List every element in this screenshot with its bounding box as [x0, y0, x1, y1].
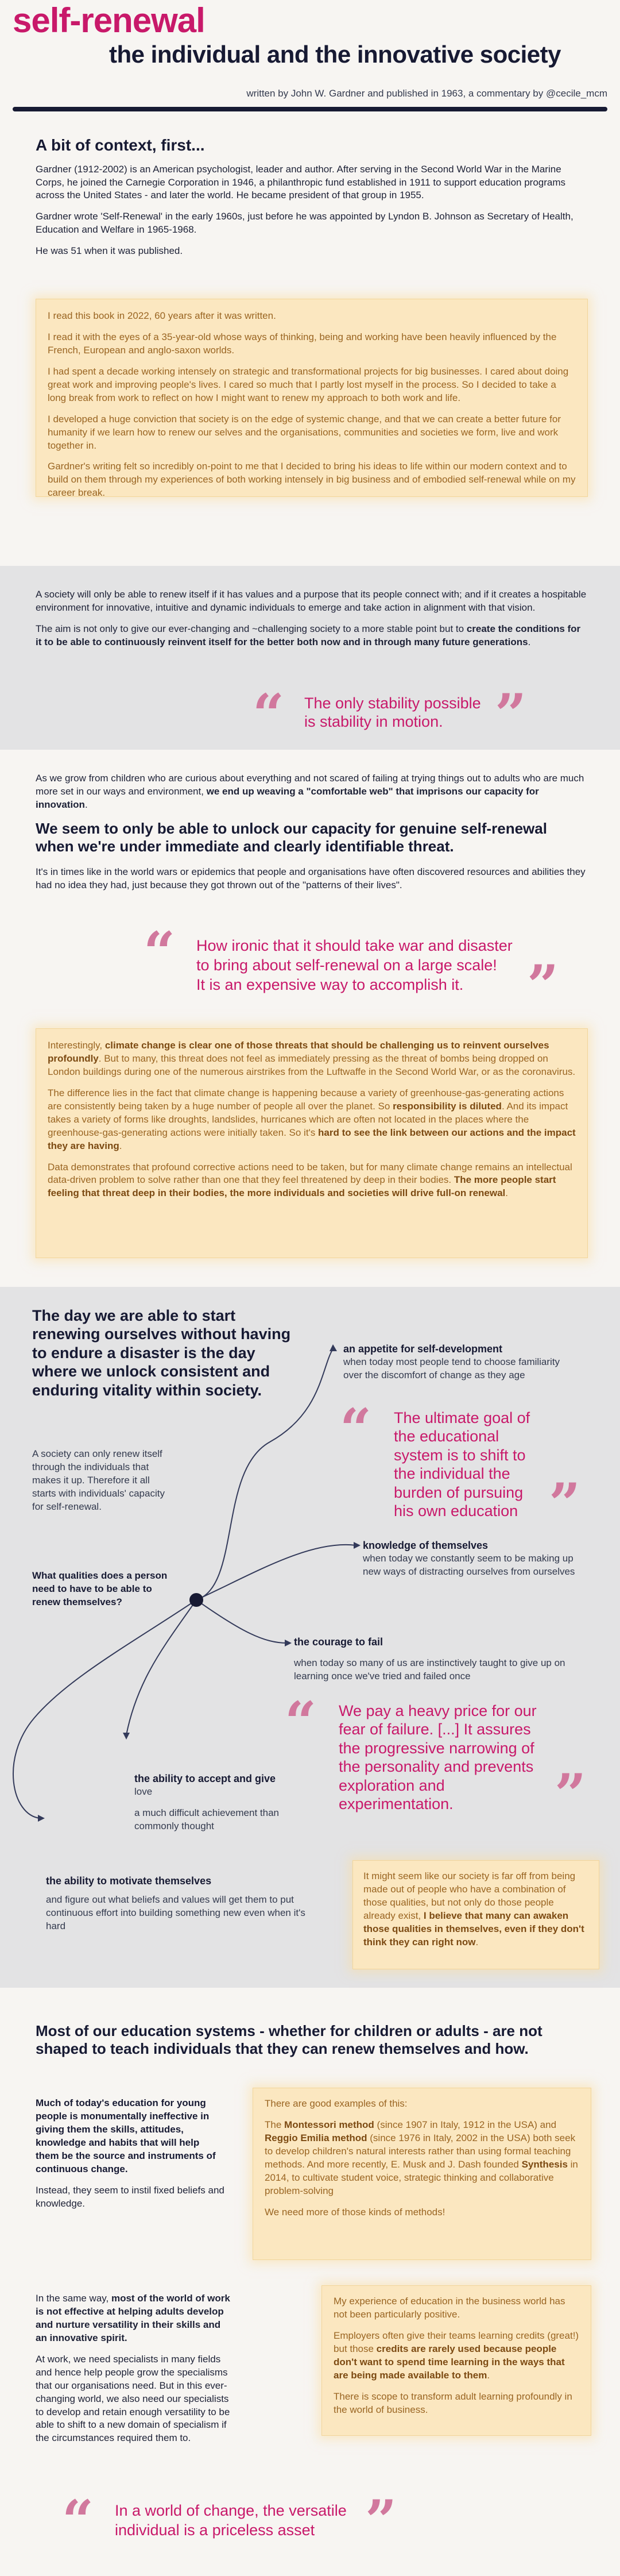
quality-item [343, 1342, 573, 1382]
experience-paragraph: Employers often give their teams learning credits (great!) but those credits are rarely used because people don't want to spend time learning in the ways that are being made available to them. [334, 2330, 579, 2381]
open-quote-icon: “ [253, 682, 285, 747]
work-experience-box [321, 2285, 591, 2436]
education-heading: Most of our education systems - whether for children or adults - are not shaped to teach individuals that they can renew themselves and how. [36, 2022, 542, 2058]
quality-desc: when today so many of us are instinctively taught to give up on learning once we've tried and failed once [294, 1657, 565, 1682]
quote-line: How ironic that it should take war and disaster [196, 937, 513, 954]
close-quote-icon: ” [549, 1471, 581, 1536]
examples-paragraph: There are good examples of this: [265, 2098, 408, 2109]
final-quote [115, 2501, 347, 2540]
close-quote-icon: ” [365, 2488, 397, 2553]
mindmap-intro: A society can only renew itself through the individuals that makes it up. Therefore it all starts with individuals' capacity for self-renewal. [32, 1448, 165, 1512]
education-quote: The ultimate goal of the educational system is to shift to the individual the burden of pursuing his own education [394, 1409, 530, 1520]
quality-title: the ability to accept and give [134, 1773, 276, 1784]
page-title: self-renewal [13, 1, 205, 40]
note-paragraph: I had spent a decade working intensely on strategic and transformational projects for big businesses. I cared about doing great work and improving people's lives. I cared so much that I partly lost myself in the process. So I decided to take a long break from work to reflect on how I might want to renew my approach to both work and life. [48, 365, 569, 403]
quality-title: an appetite for self-development [343, 1343, 503, 1355]
context-paragraph: He was 51 when it was published. [36, 245, 183, 257]
work-paragraph: In the same way, most of the world of work is not effective at helping adults develop and nurture versatility in their skills and an innovative spirit. [36, 2293, 230, 2343]
open-quote-icon: “ [144, 920, 176, 985]
quality-desc: when today most people tend to choose familiarity over the discomfort of change as they age [343, 1356, 560, 1381]
education-paragraph: Much of today's education for young people is monumentally ineffective in giving them the skills, attitudes, knowledge and habits that will help them be the source and instruments of continuous change. [36, 2097, 216, 2174]
context-paragraph: Gardner wrote 'Self-Renewal' in the early 1960s, just before he was appointed by Lyndon B. Johnson as Secretary of Health, Education and Welfare in 1965-1968. [36, 211, 574, 236]
comfort-heading: We seem to only be able to unlock our capacity for genuine self-renewal when we're under immediate and clearly identifiable threat. [36, 819, 547, 855]
work-left [36, 2292, 231, 2453]
quality-title: the ability to motivate themselves [46, 1875, 212, 1887]
failure-quote: We pay a heavy price for our fear of failure. [...] It assures the progressive narrowing of the personality and prevents exploration and experimentation. [339, 1702, 537, 1813]
education-section [36, 2022, 587, 2058]
quote-line: It is an expensive way to accomplish it. [196, 975, 464, 993]
society-paragraph: The aim is not only to give our ever-changing and ~challenging society to a more stable point but to create the conditions for it to be able to continuously reinvent itself for the better both now and in through many future generations. [36, 623, 581, 647]
quality-item [363, 1538, 592, 1579]
note-paragraph: I developed a huge conviction that society is on the edge of systemic change, and that we can create a better future for humanity if we learn how to renew our selves and the organisations, communities and societies we form, live and work together in. [48, 413, 561, 451]
comfort-section [36, 772, 587, 900]
close-quote-icon: ” [527, 953, 559, 1018]
climate-paragraph: The difference lies in the fact that climate change is happening because a variety of greenhouse-gas-generating actions are consistently being taken by a huge number of people all over the planet. So responsibility is diluted. And its impact takes a variety of forms like droughts, landslides, hurricanes which are often not located in the places where the greenhouse-gas-generating actions were initially taken. So it's hard to see the link between our actions and the impact they are having. [48, 1087, 576, 1151]
climate-box [36, 1028, 588, 1258]
quote-line: In a world of change, the versatile [115, 2502, 347, 2519]
examples-paragraph: We need more of those kinds of methods! [265, 2206, 445, 2218]
society-quote [304, 694, 481, 731]
note-paragraph: I read it with the eyes of a 35-year-old whose ways of thinking, being and working have been heavily influenced by the French, European and anglo-saxon worlds. [48, 331, 557, 356]
personal-note-box [36, 299, 588, 497]
belief-paragraph: It might seem like our society is far off from being made out of people who have a combination of those qualities, but not only do those people already exist, I believe that many can awaken those qualities in themselves, even if they don't think they can right now. [363, 1871, 584, 1948]
examples-paragraph: The Montessori method (since 1907 in Italy, 1912 in the USA) and Reggio Emilia method (since 1976 in Italy, 2002 in the USA) both seek to develop children's natural interests rather than using formal teaching methods. And more recently, E. Musk and J. Dash founded Synthesis in 2014, to cultivate student voice, strategic thinking and collaborative problem-solving [265, 2119, 578, 2196]
open-quote-icon: “ [62, 2488, 94, 2553]
experience-paragraph: My experience of education in the business world has not been particularly positive. [334, 2296, 565, 2320]
open-quote-icon: “ [285, 1690, 317, 1754]
climate-paragraph: Data demonstrates that profound corrective actions need to be taken, but for many climate change remains an intellectual data-driven problem to solve rather than one that they feel threatened by deep in their bodies. The more people start feeling that threat deep in their bodies, the more individuals and societies will drive full-on renewal. [48, 1161, 572, 1199]
byline: written by John W. Gardner and published in 1963, a commentary by @cecile_mcm [246, 88, 607, 99]
quality-desc: when today we constantly seem to be making up new ways of distracting ourselves from ourselves [363, 1553, 575, 1578]
quote-line: to bring about self-renewal on a large scale! [196, 956, 497, 974]
quality-title: knowledge of themselves [363, 1540, 489, 1551]
society-paragraph: A society will only be able to renew itself if it has values and a purpose that its people connect with; and if it creates a hospitable environment for innovative, intuitive and dynamic individuals to emerge and take action in alignment with that vision. [36, 589, 587, 613]
context-paragraph: Gardner (1912-2002) is an American psychologist, leader and author. After serving in the Second World War in the Marine Corps, he joined the Carnegie Corporation in 1946, a philanthropic fund established in 1911 to support education programs across the United States - and later the world. He became president of that group in 1955. [36, 163, 566, 201]
context-heading: A bit of context, first... [36, 136, 205, 154]
quality-item [294, 1635, 592, 1683]
page-subtitle: the individual and the innovative society [109, 41, 561, 68]
belief-box [352, 1860, 599, 1969]
society-text [36, 588, 587, 657]
quality-item [134, 1772, 307, 1833]
open-quote-icon: “ [340, 1397, 372, 1461]
comfort-paragraph: As we grow from children who are curious about everything and not scared of failing at trying things out to adults who are much more set in our ways and environment, we end up weaving a "comfortable web" that imprisons our capacity for innovation. [36, 773, 584, 810]
comfort-paragraph: It's in times like in the world wars or epidemics that people and organisations have often discovered resources and abilities they had no idea they had, just because they got thrown out of the "patterns of their lives". [36, 866, 586, 891]
quality-desc: a much difficult achievement than commonly thought [134, 1807, 279, 1832]
climate-paragraph: Interestingly, climate change is clear one of those threats that should be challenging us to reinvent ourselves profoundly. But to many, this threat does not feel as immediately pressing as the threat of bombs being dropped on London buildings during one of the numerous airstrikes from the Luftwaffe in the Second World War, or as the coronavirus. [48, 1040, 576, 1077]
note-paragraph: Gardner's writing felt so incredibly on-point to me that I decided to bring his ideas to life within our modern context and to build on them through my experiences of both working intensely in big business and of embodied self-renewal while on my career break. [48, 461, 576, 499]
close-quote-icon: ” [555, 1762, 587, 1827]
note-paragraph: I read this book in 2022, 60 years after it was written. [48, 310, 276, 321]
experience-paragraph: There is scope to transform adult learning profoundly in the world of business. [334, 2390, 572, 2415]
mindmap-question: What qualities does a person need to have to be able to renew themselves? [32, 1570, 168, 1607]
education-paragraph: Instead, they seem to instil fixed beliefs and knowledge. [36, 2184, 224, 2209]
context-section [36, 136, 587, 266]
mindmap-heading: The day we are able to start renewing ourselves without having to endure a disaster is the day where we unlock consistent and enduring vitality within society. [32, 1307, 291, 1399]
comfort-quote [196, 936, 513, 994]
header-divider [13, 107, 607, 111]
quality-item [46, 1874, 310, 1933]
quality-desc: love [134, 1786, 153, 1798]
work-paragraph: At work, we need specialists in many fields and hence help people grow the specialisms that our organisations need. But in this ever-changing world, we also need our specialists to develop and retain enough versatility to be able to shift to a new domain of specialism if the circumstances required them to. [36, 2353, 230, 2444]
quote-line: individual is a priceless asset [115, 2521, 315, 2539]
education-examples-box [253, 2088, 591, 2260]
quote-line: is stability in motion. [304, 713, 443, 731]
quality-desc: and figure out what beliefs and values will get them to put continuous effort into building something new even when it's hard [46, 1894, 305, 1932]
quote-line: The only stability possible [304, 695, 481, 712]
quality-title: the courage to fail [294, 1636, 383, 1648]
close-quote-icon: ” [495, 682, 527, 747]
education-left [36, 2097, 225, 2219]
